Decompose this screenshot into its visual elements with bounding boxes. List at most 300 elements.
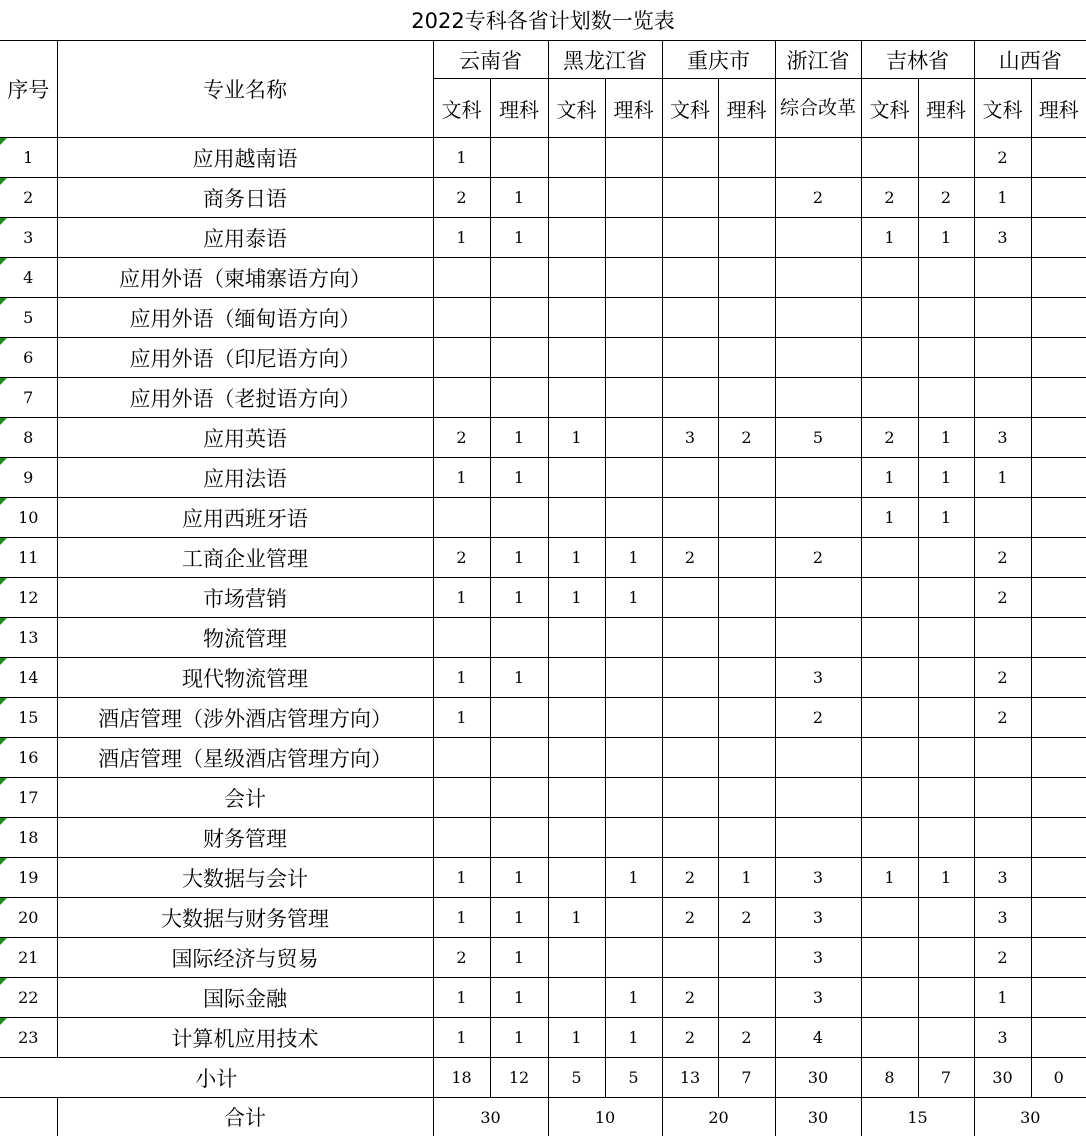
plan-count (662, 378, 718, 418)
plan-count: 1 (548, 1018, 605, 1058)
number-stored-as-text-marker (0, 338, 7, 345)
plan-count: 1 (918, 218, 974, 258)
header-province: 吉林省 (861, 41, 974, 79)
plan-count: 1 (433, 658, 490, 698)
plan-count (662, 578, 718, 618)
header-subject: 理科 (1031, 79, 1086, 138)
number-stored-as-text-marker (0, 778, 7, 785)
plan-count: 1 (490, 858, 548, 898)
plan-count (974, 298, 1031, 338)
plan-count: 1 (433, 898, 490, 938)
total-blank (0, 1098, 57, 1137)
table-row (0, 618, 1086, 658)
plan-count (718, 778, 775, 818)
major-name: 大数据与财务管理 (57, 898, 433, 938)
plan-count: 1 (548, 578, 605, 618)
plan-count (490, 698, 548, 738)
row-index: 10 (0, 498, 57, 538)
subtotal-value: 5 (605, 1058, 662, 1098)
major-name: 酒店管理（星级酒店管理方向） (57, 738, 433, 778)
plan-count: 1 (433, 698, 490, 738)
plan-count (605, 898, 662, 938)
plan-count (718, 498, 775, 538)
row-index: 22 (0, 978, 57, 1018)
table-title: 2022专科各省计划数一览表 (411, 9, 675, 33)
plan-count (974, 378, 1031, 418)
plan-count: 1 (605, 578, 662, 618)
plan-count: 1 (918, 858, 974, 898)
plan-count (1031, 138, 1086, 178)
plan-count (1031, 418, 1086, 458)
total-value: 10 (548, 1098, 662, 1137)
plan-count: 1 (490, 218, 548, 258)
plan-count (861, 618, 918, 658)
plan-count (861, 338, 918, 378)
plan-count (775, 378, 861, 418)
number-stored-as-text-marker (0, 458, 7, 465)
plan-count: 4 (775, 1018, 861, 1058)
plan-count (718, 578, 775, 618)
table-row (0, 938, 1086, 978)
plan-count (490, 298, 548, 338)
plan-count: 2 (662, 1018, 718, 1058)
number-stored-as-text-marker (0, 258, 7, 265)
number-stored-as-text-marker (0, 618, 7, 625)
plan-count (918, 538, 974, 578)
plan-count (490, 738, 548, 778)
row-index: 7 (0, 378, 57, 418)
row-index: 15 (0, 698, 57, 738)
plan-count: 1 (490, 978, 548, 1018)
plan-count (605, 458, 662, 498)
plan-count (918, 138, 974, 178)
number-stored-as-text-marker (0, 1018, 7, 1025)
table-row (0, 578, 1086, 618)
plan-count: 3 (974, 898, 1031, 938)
table-row (0, 218, 1086, 258)
plan-count: 3 (775, 898, 861, 938)
plan-count (490, 258, 548, 298)
plan-count: 2 (718, 1018, 775, 1058)
subtotal-value: 7 (918, 1058, 974, 1098)
total-value: 20 (662, 1098, 775, 1137)
table-row (0, 498, 1086, 538)
row-index: 8 (0, 418, 57, 458)
row-index: 20 (0, 898, 57, 938)
plan-count: 1 (605, 538, 662, 578)
plan-count (433, 498, 490, 538)
plan-count (775, 218, 861, 258)
row-index: 19 (0, 858, 57, 898)
row-index: 4 (0, 258, 57, 298)
row-index: 12 (0, 578, 57, 618)
plan-count: 1 (433, 578, 490, 618)
plan-count (718, 618, 775, 658)
row-index: 23 (0, 1018, 57, 1058)
plan-count (548, 458, 605, 498)
plan-count (605, 138, 662, 178)
plan-count (1031, 898, 1086, 938)
plan-count: 1 (548, 538, 605, 578)
plan-count (605, 418, 662, 458)
header-major: 专业名称 (57, 41, 433, 138)
table-row (0, 978, 1086, 1018)
plan-count (718, 178, 775, 218)
row-index: 5 (0, 298, 57, 338)
row-index: 18 (0, 818, 57, 858)
plan-count: 1 (974, 978, 1031, 1018)
plan-count (548, 338, 605, 378)
plan-count (1031, 378, 1086, 418)
plan-count: 3 (775, 978, 861, 1018)
plan-count (548, 658, 605, 698)
plan-count (548, 138, 605, 178)
plan-count: 1 (490, 578, 548, 618)
plan-count: 2 (662, 538, 718, 578)
number-stored-as-text-marker (0, 298, 7, 305)
table-row (0, 458, 1086, 498)
plan-count: 1 (433, 978, 490, 1018)
plan-count (861, 818, 918, 858)
plan-count: 1 (433, 1018, 490, 1058)
plan-count (548, 858, 605, 898)
header-subject: 文科 (548, 79, 605, 138)
plan-count (548, 298, 605, 338)
plan-count (605, 618, 662, 658)
plan-count: 2 (974, 578, 1031, 618)
header-subject: 文科 (974, 79, 1031, 138)
header-subject: 综合改革 (775, 79, 861, 138)
table-row (0, 698, 1086, 738)
total-value: 30 (433, 1098, 548, 1137)
plan-count (433, 378, 490, 418)
plan-count: 2 (433, 938, 490, 978)
plan-count: 1 (433, 858, 490, 898)
plan-count (918, 738, 974, 778)
subtotal-value: 12 (490, 1058, 548, 1098)
major-name: 财务管理 (57, 818, 433, 858)
number-stored-as-text-marker (0, 218, 7, 225)
plan-count (605, 818, 662, 858)
plan-count: 2 (861, 178, 918, 218)
number-stored-as-text-marker (0, 538, 7, 545)
major-name: 应用越南语 (57, 138, 433, 178)
plan-count: 2 (662, 978, 718, 1018)
plan-count (605, 338, 662, 378)
plan-count (605, 218, 662, 258)
plan-count: 3 (974, 418, 1031, 458)
major-name: 会计 (57, 778, 433, 818)
row-index: 21 (0, 938, 57, 978)
subtotal-value: 30 (974, 1058, 1031, 1098)
plan-count (918, 658, 974, 698)
subtotal-label: 小计 (0, 1058, 433, 1098)
table-row (0, 258, 1086, 298)
plan-count: 1 (433, 458, 490, 498)
plan-count (662, 498, 718, 538)
plan-count (918, 618, 974, 658)
plan-count (662, 698, 718, 738)
subtotal-value: 8 (861, 1058, 918, 1098)
plan-count (861, 138, 918, 178)
plan-count (1031, 698, 1086, 738)
row-index: 11 (0, 538, 57, 578)
plan-count (775, 778, 861, 818)
plan-count (861, 578, 918, 618)
plan-count (974, 338, 1031, 378)
plan-count (775, 578, 861, 618)
plan-count (662, 738, 718, 778)
plan-count: 1 (548, 418, 605, 458)
plan-count: 3 (974, 218, 1031, 258)
plan-count (1031, 218, 1086, 258)
plan-count (974, 778, 1031, 818)
plan-count: 2 (433, 418, 490, 458)
plan-count: 2 (974, 938, 1031, 978)
plan-count (775, 138, 861, 178)
plan-count (974, 738, 1031, 778)
plan-count: 1 (974, 458, 1031, 498)
plan-count: 2 (718, 898, 775, 938)
header-province: 山西省 (974, 41, 1086, 79)
plan-count: 2 (775, 538, 861, 578)
header-subject: 文科 (861, 79, 918, 138)
number-stored-as-text-marker (0, 178, 7, 185)
plan-count (490, 498, 548, 538)
plan-count (662, 818, 718, 858)
plan-count (861, 778, 918, 818)
plan-count: 1 (490, 898, 548, 938)
header-province: 黑龙江省 (548, 41, 662, 79)
plan-count (918, 898, 974, 938)
plan-count (662, 618, 718, 658)
header-subject: 理科 (605, 79, 662, 138)
plan-count (718, 938, 775, 978)
plan-count (775, 258, 861, 298)
plan-count: 1 (861, 218, 918, 258)
plan-count (718, 978, 775, 1018)
plan-count (1031, 1018, 1086, 1058)
plan-count: 1 (861, 498, 918, 538)
table-row (0, 1018, 1086, 1058)
plan-count (918, 778, 974, 818)
number-stored-as-text-marker (0, 858, 7, 865)
plan-count (775, 618, 861, 658)
plan-table (0, 40, 1086, 1136)
plan-count (433, 338, 490, 378)
major-name: 应用泰语 (57, 218, 433, 258)
plan-count (974, 258, 1031, 298)
plan-count (1031, 298, 1086, 338)
plan-count: 1 (490, 418, 548, 458)
plan-count (918, 1018, 974, 1058)
plan-count (861, 258, 918, 298)
major-name: 应用外语（缅甸语方向） (57, 298, 433, 338)
plan-count (974, 498, 1031, 538)
plan-count (1031, 618, 1086, 658)
total-value: 15 (861, 1098, 974, 1137)
plan-count: 1 (490, 458, 548, 498)
plan-count: 3 (974, 858, 1031, 898)
total-label: 合计 (57, 1098, 433, 1137)
plan-count: 2 (974, 138, 1031, 178)
major-name: 计算机应用技术 (57, 1018, 433, 1058)
plan-count (918, 378, 974, 418)
plan-count (1031, 858, 1086, 898)
major-name: 应用外语（柬埔寨语方向） (57, 258, 433, 298)
plan-count: 1 (490, 938, 548, 978)
plan-count (718, 258, 775, 298)
plan-count (775, 818, 861, 858)
plan-count: 3 (775, 858, 861, 898)
plan-count (918, 258, 974, 298)
major-name: 应用外语（印尼语方向） (57, 338, 433, 378)
plan-count: 3 (775, 938, 861, 978)
plan-count (1031, 778, 1086, 818)
plan-count: 1 (433, 138, 490, 178)
number-stored-as-text-marker (0, 498, 7, 505)
number-stored-as-text-marker (0, 938, 7, 945)
plan-count (490, 778, 548, 818)
plan-count: 1 (861, 858, 918, 898)
row-index: 16 (0, 738, 57, 778)
plan-count (548, 258, 605, 298)
plan-count (490, 138, 548, 178)
plan-count (718, 738, 775, 778)
plan-count (433, 738, 490, 778)
header-index: 序号 (0, 41, 57, 138)
plan-count (662, 458, 718, 498)
plan-count (861, 938, 918, 978)
plan-count (861, 378, 918, 418)
plan-count (548, 218, 605, 258)
major-name: 国际金融 (57, 978, 433, 1018)
plan-count (662, 138, 718, 178)
plan-count (918, 978, 974, 1018)
major-name: 市场营销 (57, 578, 433, 618)
major-name: 国际经济与贸易 (57, 938, 433, 978)
plan-count (974, 818, 1031, 858)
total-row (0, 1098, 1086, 1137)
major-name: 现代物流管理 (57, 658, 433, 698)
major-name: 酒店管理（涉外酒店管理方向） (57, 698, 433, 738)
plan-count (433, 298, 490, 338)
plan-count: 2 (775, 178, 861, 218)
row-index: 14 (0, 658, 57, 698)
header-province: 云南省 (433, 41, 548, 79)
plan-count: 1 (490, 538, 548, 578)
plan-count (918, 578, 974, 618)
plan-count (918, 298, 974, 338)
plan-count (605, 658, 662, 698)
plan-count: 2 (918, 178, 974, 218)
table-row (0, 658, 1086, 698)
total-value: 30 (775, 1098, 861, 1137)
plan-count: 1 (605, 858, 662, 898)
major-name: 商务日语 (57, 178, 433, 218)
plan-count (861, 658, 918, 698)
major-name: 物流管理 (57, 618, 433, 658)
plan-count (1031, 538, 1086, 578)
plan-count (718, 218, 775, 258)
plan-count (718, 818, 775, 858)
plan-count (918, 938, 974, 978)
plan-count (1031, 178, 1086, 218)
plan-count (861, 538, 918, 578)
plan-count (1031, 938, 1086, 978)
major-name: 大数据与会计 (57, 858, 433, 898)
plan-count: 1 (490, 1018, 548, 1058)
plan-count: 3 (662, 418, 718, 458)
major-name: 应用西班牙语 (57, 498, 433, 538)
plan-count: 1 (605, 1018, 662, 1058)
plan-count: 2 (718, 418, 775, 458)
table-row (0, 418, 1086, 458)
row-index: 6 (0, 338, 57, 378)
table-row (0, 898, 1086, 938)
plan-count (718, 298, 775, 338)
plan-count (490, 378, 548, 418)
plan-count (548, 378, 605, 418)
major-name: 应用外语（老挝语方向） (57, 378, 433, 418)
number-stored-as-text-marker (0, 698, 7, 705)
plan-count (861, 298, 918, 338)
plan-count: 2 (974, 658, 1031, 698)
plan-count (718, 378, 775, 418)
number-stored-as-text-marker (0, 978, 7, 985)
plan-count (718, 658, 775, 698)
plan-count (861, 898, 918, 938)
header-subject: 理科 (718, 79, 775, 138)
plan-count (718, 538, 775, 578)
plan-count (861, 978, 918, 1018)
plan-count (775, 298, 861, 338)
plan-count (1031, 978, 1086, 1018)
plan-count (662, 258, 718, 298)
plan-count (1031, 658, 1086, 698)
header-subject: 文科 (433, 79, 490, 138)
plan-count (605, 298, 662, 338)
plan-count (548, 818, 605, 858)
plan-count (548, 938, 605, 978)
plan-count (918, 338, 974, 378)
plan-count (861, 738, 918, 778)
table-row (0, 378, 1086, 418)
plan-count (548, 778, 605, 818)
row-index: 3 (0, 218, 57, 258)
header-subject: 理科 (490, 79, 548, 138)
plan-count (548, 978, 605, 1018)
plan-count (918, 698, 974, 738)
plan-count (662, 778, 718, 818)
plan-count: 2 (662, 858, 718, 898)
number-stored-as-text-marker (0, 818, 7, 825)
header-subject: 理科 (918, 79, 974, 138)
plan-count: 2 (662, 898, 718, 938)
table-row (0, 338, 1086, 378)
plan-count: 1 (490, 178, 548, 218)
table-row (0, 858, 1086, 898)
plan-count: 1 (974, 178, 1031, 218)
plan-count (775, 738, 861, 778)
plan-count (718, 138, 775, 178)
plan-count: 2 (974, 698, 1031, 738)
number-stored-as-text-marker (0, 898, 7, 905)
row-index: 2 (0, 178, 57, 218)
plan-count (775, 458, 861, 498)
plan-count (605, 498, 662, 538)
subtotal-value: 5 (548, 1058, 605, 1098)
